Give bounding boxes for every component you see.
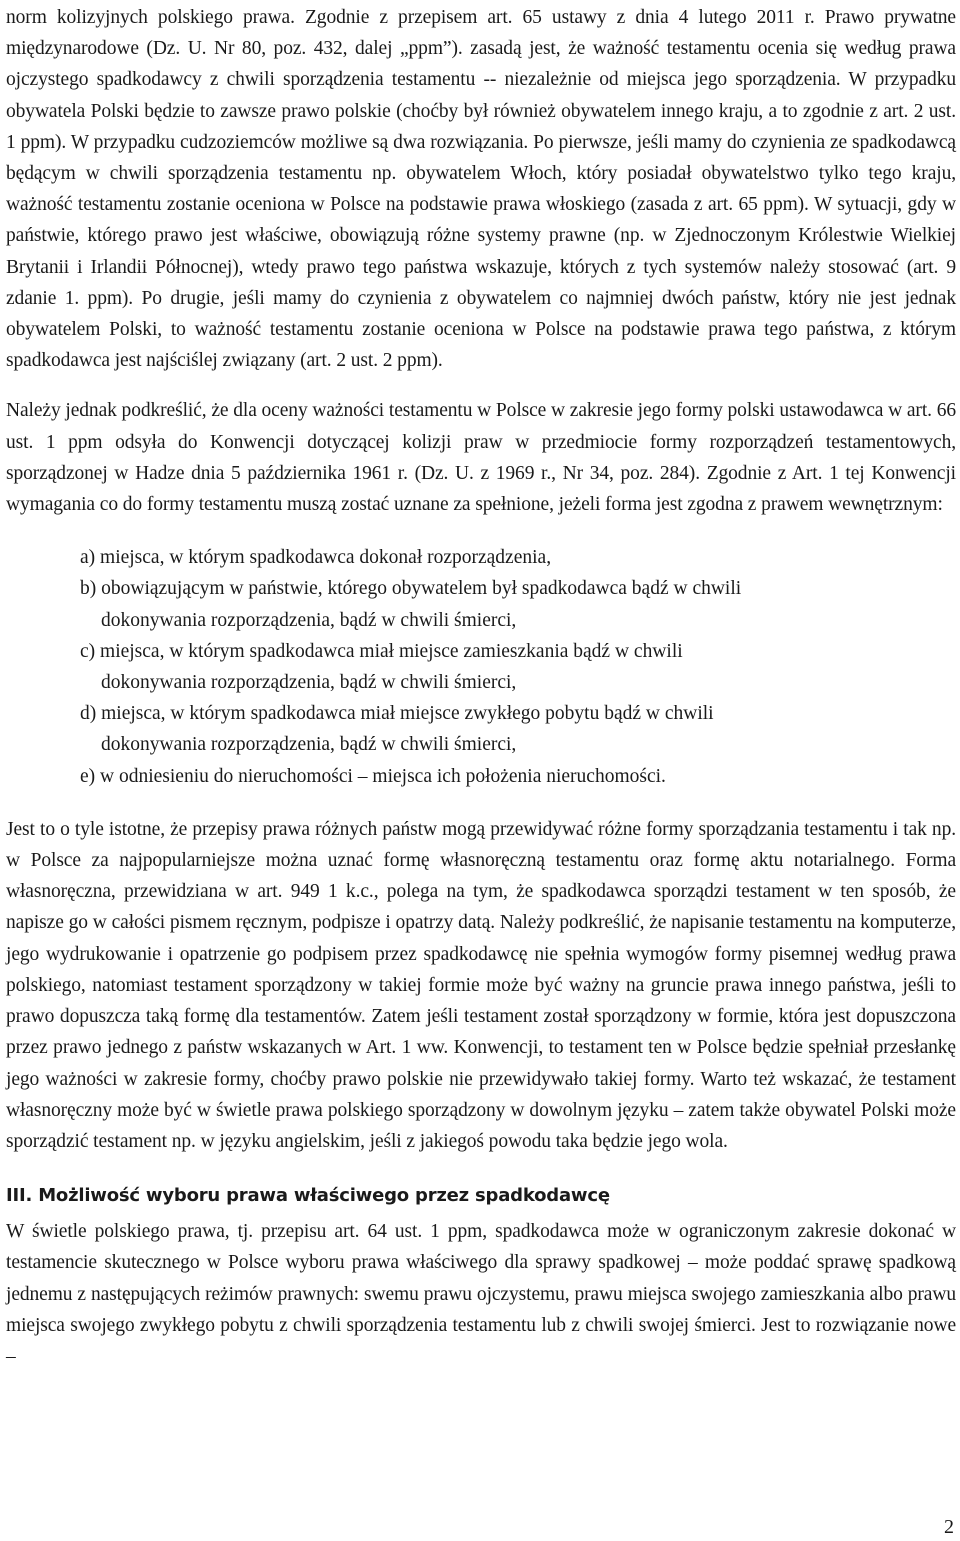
list-item: d) miejsca, w którym spadkodawca miał miejsce zwykłego pobytu bądź w chwili dokonywania rozporządzenia, bądź w chwili śmierci,	[80, 703, 714, 756]
list-item: e) w odniesieniu do nieruchomości – miejsca ich położenia nieruchomości.	[80, 765, 666, 787]
page-number: 2	[944, 1516, 954, 1538]
list-item: c) miejsca, w którym spadkodawca miał miejsce zamieszkania bądź w chwili dokonywania rozporządzenia, bądź w chwili śmierci,	[80, 640, 683, 694]
list-item: b) obowiązującym w państwie, którego obywatelem był spadkodawca bądź w chwili dokonywania rozporządzenia, bądź w chwili śmierci,	[80, 578, 742, 631]
list-item: a) miejsca, w którym spadkodawca dokonał rozporządzenia,	[80, 547, 552, 569]
paragraph-hague-convention: Należy jednak podkreślić, że dla oceny ważności testamentu w Polsce w zakresie jego formy polski ustawodawca w art. 66 ust. 1 ppm odsyła do Konwencji dotyczącej kolizji praw w przedmiocie formy rozporządzeń testamentowych, sporządzonej w Hadze dnia 5 października 1961 r. (Dz. U. z 1969 r., Nr 34, poz. 284). Zgodnie z Art. 1 tej Konwencji wymagania co do formy testamentu muszą zostać uznane za spełnione, jeżeli forma jest zgodna z prawem wewnętrznym:	[6, 400, 956, 516]
form-requirements-list	[80, 542, 956, 792]
paragraph-handwritten-testament: Jest to o tyle istotne, że przepisy prawa różnych państw mogą przewidywać różne formy sporządzania testamentu i tak np. w Polsce za najpopularniejsze można uznać formę własnoręczną testamentu oraz formę aktu notarialnego. Forma własnoręczna, przewidziana w art. 949 1 k.c., polega na tym, że spadkodawca sporządzi testament w ten sposób, że napisze go w całości pismem ręcznym, podpisze i opatrzy datą. Należy podkreślić, że napisanie testamentu na komputerze, jego wydrukowanie i opatrzenie go podpisem przez spadkodawcę nie spełnia wymogów formy pisemnej według prawa polskiego, natomiast testament sporządzony w takiej formie może być ważny na gruncie prawa innego państwa, jeśli to prawo dopuszcza taką formę dla testamentów. Zatem jeśli testament został sporządzony w formie, która jest dopuszczona przez prawo jednego z państw wskazanych w Art. 1 ww. Konwencji, to testament ten w Polsce będzie spełniał przesłankę jego ważności w zakresie formy, choćby prawo polskie nie przewidywało takiej formy. Warto też wskazać, że testament własnoręczny może być w świetle prawa polskiego sporządzony w dowolnym języku – zatem także obywatel Polski może sporządzić testament np. w języku angielskim, jeśli z jakiegoś powodu taka będzie jego wola.	[6, 818, 956, 1152]
paragraph-conflict-rules: norm kolizyjnych polskiego prawa. Zgodnie z przepisem art. 65 ustawy z dnia 4 lutego 2011 r. Prawo prywatne międzynarodowe (Dz. U. Nr 80, poz. 432, dalej „ppm”). zasadą jest, że ważność testamentu ocenia się według prawa ojczystego spadkodawcy z chwili sporządzenia testamentu -- niezależnie od miejsca jego sporządzenia. W przypadku obywatela Polski będzie to zawsze prawo polskie (choćby był również obywatelem innego kraju, a to zgodnie z art. 2 ust. 1 ppm). W przypadku cudzoziemców możliwe są dwa rozwiązania. Po pierwsze, jeśli mamy do czynienia ze spadkodawcą będącym w chwili sporządzenia testamentu np. obywatelem Włoch, który posiadał obywatelstwo tylko tego kraju, ważność testamentu zostanie oceniona w Polsce na podstawie prawa włoskiego (zasada z art. 65 ppm). W sytuacji, gdy w państwie, którego prawo jest właściwe, obowiązują różne systemy prawne (np. w Zjednoczonym Królestwie Wielkiej Brytanii i Irlandii Północnej), wtedy prawo tego państwa wskazuje, których z tych systemów należy stosować (art. 9 zdanie 1. ppm). Po drugie, jeśli mamy do czynienia z obywatelem co najmniej dwóch państw, który nie jest jednak obywatelem Polski, to ważność testamentu zostanie oceniona w Polsce na podstawie prawa tego państwa, z którym spadkodawca jest najściślej związany (art. 2 ust. 2 ppm).	[6, 7, 956, 372]
paragraph-choice-of-law: W świetle polskiego prawa, tj. przepisu art. 64 ust. 1 ppm, spadkodawca może w ograniczonym zakresie dokonać w testamencie skutecznego w Polsce wyboru prawa właściwego dla sprawy spadkowej – może poddać sprawę spadkową jednemu z następujących reżimów prawnych: swemu prawu ojczystemu, prawu miejsca swojego zamieszkania albo prawu miejsca swojego zwykłego pobytu z chwili sporządzenia testamentu lub z chwili swojej śmierci. Jest to rozwiązanie nowe –	[6, 1221, 956, 1367]
section-heading: III. Możliwość wyboru prawa właściwego przez spadkodawcę	[6, 1185, 610, 1207]
document-page	[6, 2, 956, 1372]
